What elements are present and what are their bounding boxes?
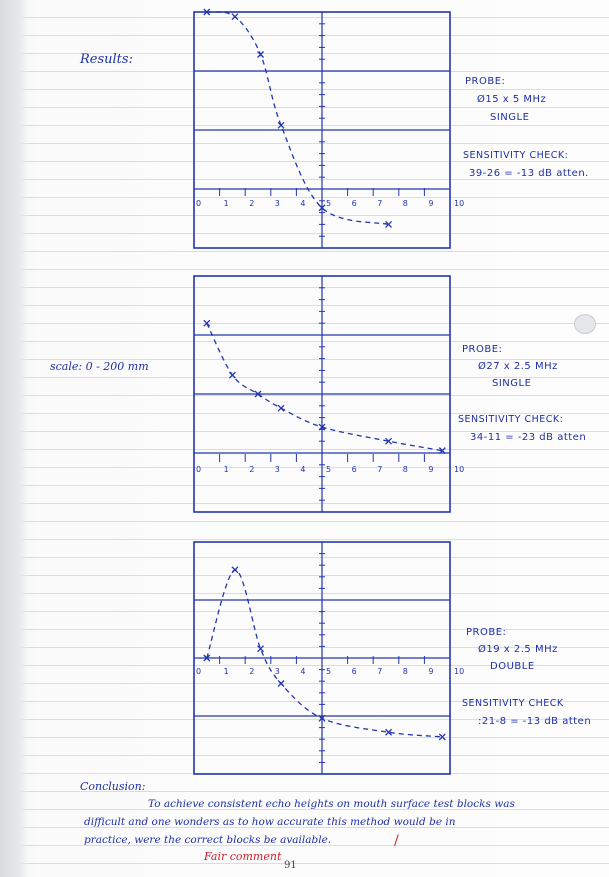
data-point-cross (258, 51, 264, 57)
data-point-cross (278, 122, 284, 128)
teacher-comment: Fair comment (204, 850, 282, 863)
x-tick-label: 10 (454, 199, 465, 208)
x-tick-label: 3 (274, 667, 280, 676)
probe-type-1: SINGLE (490, 112, 530, 123)
x-tick-label: 7 (377, 667, 383, 676)
data-point-cross (204, 320, 210, 326)
conclusion-line-2: difficult and one wonders as to how accurate this method would be in (84, 816, 456, 828)
x-tick-label: 1 (223, 465, 229, 474)
data-point-cross (278, 681, 284, 687)
x-tick-label: 5 (326, 667, 332, 676)
data-point-cross (278, 405, 284, 411)
page-number: 91 (284, 860, 297, 871)
echo-height-graph-1 (186, 8, 465, 252)
probe-type-3: DOUBLE (490, 661, 535, 672)
x-tick-label: 2 (249, 465, 255, 474)
echo-height-graph-2 (186, 272, 465, 520)
x-tick-label: 10 (454, 667, 465, 676)
probe-label-2: PROBE: (462, 344, 503, 355)
x-tick-label: 7 (377, 465, 383, 474)
x-tick-label: 4 (300, 667, 306, 676)
x-tick-label: 0 (196, 199, 202, 208)
x-tick-label: 4 (300, 199, 306, 208)
data-point-cross (258, 646, 264, 652)
probe-label-3: PROBE: (466, 627, 507, 638)
x-tick-label: 1 (223, 667, 229, 676)
sensitivity-label-1: SENSITIVITY CHECK: (463, 150, 569, 161)
data-point-cross (439, 734, 445, 740)
data-point-cross (232, 567, 238, 573)
conclusion-line-1: To achieve consistent echo heights on mouth surface test blocks was (148, 798, 515, 810)
results-heading: Results: (80, 52, 133, 67)
x-tick-label: 3 (274, 465, 280, 474)
x-tick-label: 2 (249, 667, 255, 676)
data-point-cross (229, 372, 235, 378)
sensitivity-value-3: :21-8 = -13 dB atten (478, 716, 592, 727)
punch-hole (574, 314, 596, 334)
echo-curve (207, 12, 389, 224)
sensitivity-label-3: SENSITIVITY CHECK (462, 698, 564, 709)
conclusion-heading: Conclusion: (80, 780, 146, 793)
x-tick-label: 2 (249, 199, 255, 208)
x-tick-label: 1 (223, 199, 229, 208)
probe-spec-3: Ø19 x 2.5 MHz (478, 644, 558, 655)
conclusion-line-3: practice, were the correct blocks be available. (84, 834, 332, 846)
page-margin-shadow (0, 0, 28, 877)
scale-note: scale: 0 - 200 mm (50, 360, 149, 373)
echo-curve (207, 323, 443, 450)
x-tick-label: 3 (274, 199, 280, 208)
echo-curve (207, 570, 443, 737)
x-tick-label: 8 (402, 667, 408, 676)
data-point-cross (232, 14, 238, 20)
x-tick-label: 6 (351, 199, 357, 208)
x-tick-label: 6 (351, 667, 357, 676)
probe-spec-1: Ø15 x 5 MHz (477, 94, 547, 105)
probe-type-2: SINGLE (492, 378, 532, 389)
probe-spec-2: Ø27 x 2.5 MHz (478, 361, 558, 372)
x-tick-label: 9 (428, 465, 434, 474)
x-tick-label: 8 (402, 465, 408, 474)
sensitivity-label-2: SENSITIVITY CHECK: (458, 414, 564, 425)
x-tick-label: 9 (428, 199, 434, 208)
x-tick-label: 4 (300, 465, 306, 474)
x-tick-label: 9 (428, 667, 434, 676)
sensitivity-value-2: 34-11 = -23 dB atten (470, 432, 587, 443)
echo-height-graph-3 (186, 538, 465, 778)
x-tick-label: 0 (196, 465, 202, 474)
x-tick-label: 5 (326, 465, 332, 474)
x-tick-label: 0 (196, 667, 202, 676)
x-tick-label: 5 (326, 199, 332, 208)
teacher-tick-mark: / (394, 833, 399, 849)
sensitivity-value-1: 39-26 = -13 dB atten. (469, 168, 589, 179)
x-tick-label: 10 (454, 465, 465, 474)
x-tick-label: 6 (351, 465, 357, 474)
x-tick-label: 8 (402, 199, 408, 208)
x-tick-label: 7 (377, 199, 383, 208)
probe-label-1: PROBE: (465, 76, 506, 87)
